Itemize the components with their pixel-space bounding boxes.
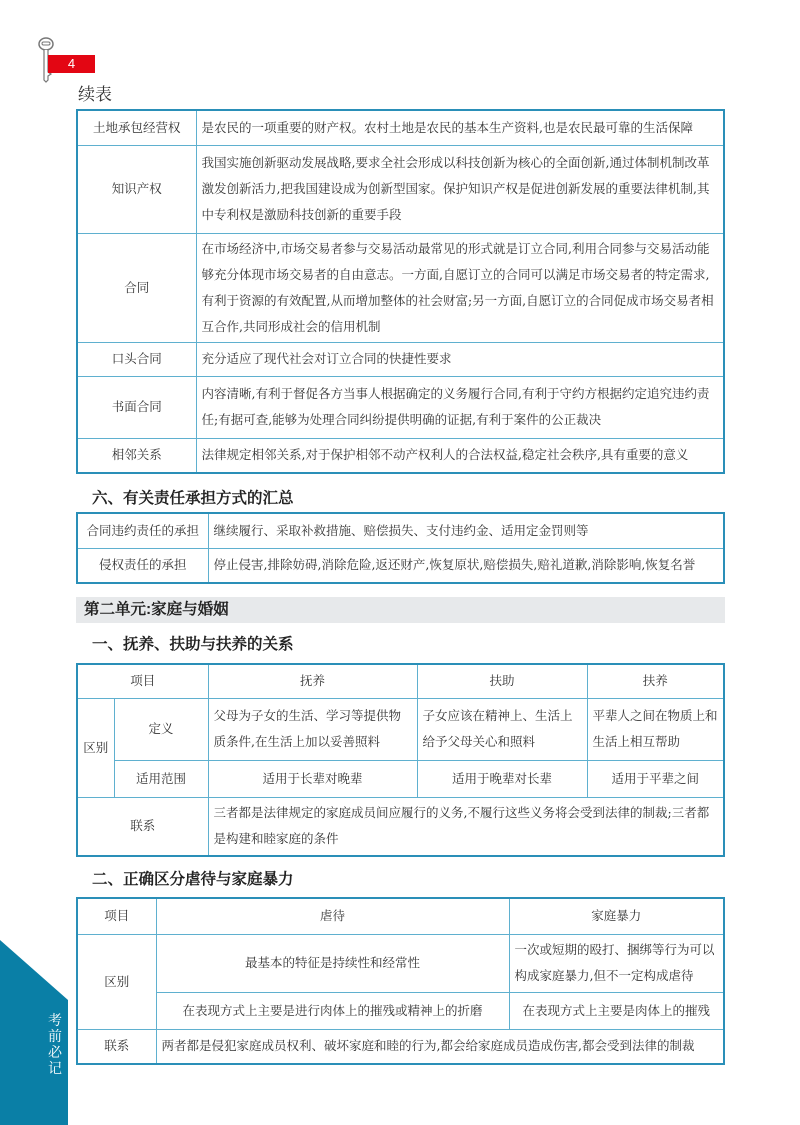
term: 合同 — [77, 233, 196, 342]
desc: 停止侵害,排除妨碍,消除危险,返还财产,恢复原状,赔偿损失,赔礼道歉,消除影响,恢复名誉 — [208, 548, 724, 583]
header-item: 项目 — [77, 898, 156, 934]
cell: 一次或短期的殴打、捆绑等行为可以构成家庭暴力,但不一定构成虐待 — [509, 934, 724, 992]
table-row — [77, 548, 724, 583]
section-heading: 六、有关责任承担方式的汇总 — [92, 490, 294, 507]
table-row — [77, 342, 724, 376]
continued-label: 续表 — [78, 85, 112, 105]
cell: 最基本的特征是持续性和经常性 — [156, 934, 509, 992]
def-cell: 父母为子女的生活、学习等提供物质条件,在生活上加以妥善照料 — [208, 698, 417, 760]
term: 侵权责任的承担 — [77, 548, 208, 583]
table-row — [77, 110, 724, 145]
table-row — [77, 145, 724, 233]
scope-cell: 适用于晚辈对长辈 — [417, 760, 587, 797]
term: 书面合同 — [77, 376, 196, 438]
diff-label: 区别 — [77, 698, 114, 797]
scope-cell: 适用于平辈之间 — [587, 760, 724, 797]
link-cell: 三者都是法律规定的家庭成员间应履行的义务,不履行这些义务将会受到法律的制裁;三者都是构建和睦家庭的条件 — [208, 797, 724, 856]
header-item: 项目 — [77, 664, 208, 698]
diff-label: 区别 — [77, 934, 156, 1029]
section-heading: 二、正确区分虐待与家庭暴力 — [92, 871, 294, 888]
table-row — [77, 438, 724, 473]
header-row — [77, 664, 724, 698]
desc: 法律规定相邻关系,对于保护相邻不动产权利人的合法权益,稳定社会秩序,具有重要的意义 — [196, 438, 724, 473]
term: 相邻关系 — [77, 438, 196, 473]
def-label: 定义 — [114, 698, 208, 760]
header-violence: 家庭暴力 — [509, 898, 724, 934]
table-row — [77, 797, 724, 856]
abuse-table — [76, 897, 725, 1065]
table-row — [77, 934, 724, 992]
table-row — [77, 233, 724, 342]
def-cell: 平辈人之间在物质上和生活上相互帮助 — [587, 698, 724, 760]
cell: 在表现方式上主要是肉体上的摧残 — [509, 992, 724, 1029]
liability-table — [76, 512, 725, 584]
def-cell: 子女应该在精神上、生活上给予父母关心和照料 — [417, 698, 587, 760]
side-tab-label: 考前必记 — [48, 1012, 62, 1076]
cell: 在表现方式上主要是进行肉体上的摧残或精神上的折磨 — [156, 992, 509, 1029]
term: 知识产权 — [77, 145, 196, 233]
link-cell: 两者都是侵犯家庭成员权利、破坏家庭和睦的行为,都会给家庭成员造成伤害,都会受到法律的制裁 — [156, 1029, 724, 1064]
desc: 充分适应了现代社会对订立合同的快捷性要求 — [196, 342, 724, 376]
term: 口头合同 — [77, 342, 196, 376]
table-row — [77, 1029, 724, 1064]
unit-banner: 第二单元:家庭与婚姻 — [76, 597, 725, 623]
term: 土地承包经营权 — [77, 110, 196, 145]
link-label: 联系 — [77, 797, 208, 856]
term: 合同违约责任的承担 — [77, 513, 208, 548]
desc: 是农民的一项重要的财产权。农村土地是农民的基本生产资料,也是农民最可靠的生活保障 — [196, 110, 724, 145]
table-row — [77, 513, 724, 548]
desc: 继续履行、采取补救措施、赔偿损失、支付违约金、适用定金罚则等 — [208, 513, 724, 548]
table-row — [77, 698, 724, 760]
desc: 内容清晰,有利于督促各方当事人根据确定的义务履行合同,有利于守约方根据约定追究违约责任;有据可查,能够为处理合同纠纷提供明确的证据,有利于案件的公正裁决 — [196, 376, 724, 438]
scope-cell: 适用于长辈对晚辈 — [208, 760, 417, 797]
header-fuzhu: 扶助 — [417, 664, 587, 698]
table-row — [77, 992, 724, 1029]
desc: 在市场经济中,市场交易者参与交易活动最常见的形式就是订立合同,利用合同参与交易活动能够充分体现市场交易者的自由意志。一方面,自愿订立的合同可以满足市场交易者的特定需求,有利于资源的有效配置,从而增加整体的社会财富;另一方面,自愿订立的合同促成市场交易者相互合作,共同形成社会的信用机制 — [196, 233, 724, 342]
header-fuyang: 抚养 — [208, 664, 417, 698]
section-heading: 一、抚养、扶助与扶养的关系 — [92, 636, 294, 653]
table-row — [77, 376, 724, 438]
desc: 我国实施创新驱动发展战略,要求全社会形成以科技创新为核心的全面创新,通过体制机制改革激发创新活力,把我国建设成为创新型国家。保护知识产权是促进创新发展的重要法律机制,其中专利权是激励科技创新的重要手段 — [196, 145, 724, 233]
header-abuse: 虐待 — [156, 898, 509, 934]
page-number: 4 — [48, 55, 95, 73]
header-row — [77, 898, 724, 934]
header-fuyang-peer: 扶养 — [587, 664, 724, 698]
support-table — [76, 663, 725, 857]
scope-label: 适用范围 — [114, 760, 208, 797]
table-row — [77, 760, 724, 797]
rights-table — [76, 109, 725, 474]
link-label: 联系 — [77, 1029, 156, 1064]
